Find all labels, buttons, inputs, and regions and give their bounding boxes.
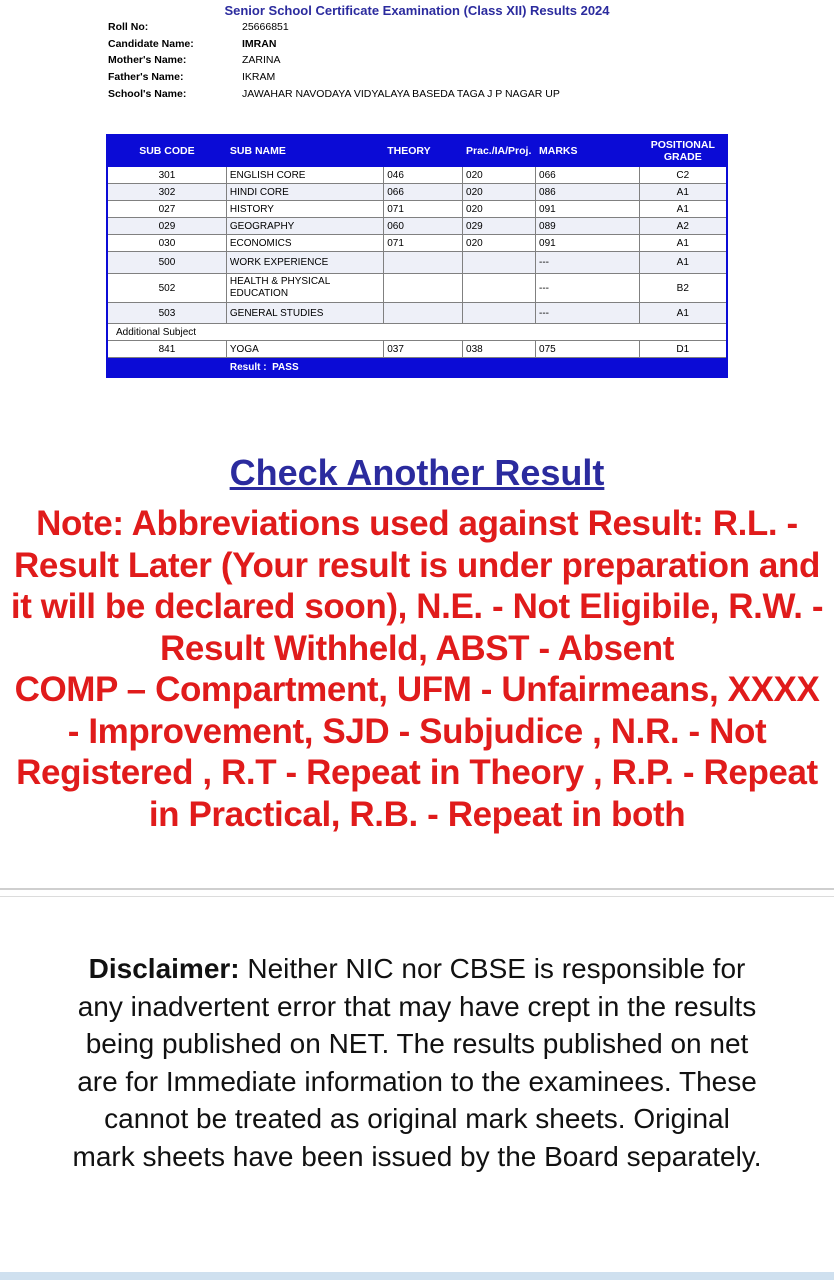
sub-code-cell: 500	[107, 252, 226, 274]
marks-cell: 086	[536, 184, 640, 201]
footer-bar	[0, 1272, 834, 1280]
grade-cell: A1	[639, 235, 727, 252]
note-line1: Note: Abbreviations used against Result: R.L. - Result Later (Your result is under preparation and it will be declared soon), N.E. - Not Eligibile, R.W. - Result Withheld, ABST - Absent	[10, 504, 824, 668]
check-another-result-link[interactable]: Check Another Result	[229, 452, 605, 493]
marks-cell: 066	[536, 167, 640, 184]
marks-cell: ---	[536, 274, 640, 303]
school-name-label: School's Name:	[108, 88, 187, 100]
disclaimer	[70, 950, 764, 1175]
prac-cell: 020	[463, 201, 536, 218]
header-sub-name: SUB NAME	[226, 135, 383, 167]
table-row	[107, 303, 727, 324]
candidate-name-label: Candidate Name:	[108, 38, 194, 50]
sub-name-cell: HINDI CORE	[226, 184, 383, 201]
abbreviations-note	[6, 503, 828, 835]
sub-name-cell: ENGLISH CORE	[226, 167, 383, 184]
result-label: Result :	[229, 361, 267, 373]
marks-cell: 091	[536, 235, 640, 252]
mother-name-value: ZARINA	[242, 54, 281, 66]
sub-code-cell: 503	[107, 303, 226, 324]
theory-cell: 037	[384, 341, 463, 358]
prac-cell: 020	[463, 167, 536, 184]
sub-code-cell: 029	[107, 218, 226, 235]
table-row	[107, 341, 727, 358]
divider	[0, 888, 834, 890]
marks-cell: ---	[536, 252, 640, 274]
candidate-name-value: IMRAN	[242, 38, 277, 50]
theory-cell: 060	[384, 218, 463, 235]
header-prac: Prac./IA/Proj.	[463, 135, 536, 167]
prac-cell	[463, 274, 536, 303]
grade-cell: D1	[639, 341, 727, 358]
prac-cell: 038	[463, 341, 536, 358]
theory-cell: 066	[384, 184, 463, 201]
prac-cell: 020	[463, 235, 536, 252]
theory-cell	[384, 274, 463, 303]
page-title: Senior School Certificate Examination (Class XII) Results 2024	[224, 3, 610, 18]
sub-name-line2: EDUCATION	[229, 288, 289, 299]
sub-name-line1: HEALTH & PHYSICAL	[229, 276, 331, 287]
grade-cell: A2	[639, 218, 727, 235]
header-sub-code: SUB CODE	[107, 135, 226, 167]
header-positional-grade	[639, 135, 727, 167]
father-name-label: Father's Name:	[108, 71, 184, 83]
header-grade-line1: POSITIONAL	[650, 139, 715, 151]
header-grade-line2: GRADE	[663, 151, 702, 163]
marks-cell: 075	[536, 341, 640, 358]
table-row	[107, 184, 727, 201]
sub-name-cell: YOGA	[226, 341, 383, 358]
roll-no-value: 25666851	[242, 21, 289, 33]
mother-name-label: Mother's Name:	[108, 54, 187, 66]
table-header-row	[107, 135, 727, 167]
table-row	[107, 201, 727, 218]
grade-cell: A1	[639, 184, 727, 201]
results-table	[106, 134, 728, 378]
result-cell	[226, 358, 727, 378]
grade-cell: B2	[639, 274, 727, 303]
header-marks: MARKS	[536, 135, 640, 167]
prac-cell: 029	[463, 218, 536, 235]
grade-cell: A1	[639, 201, 727, 218]
table-row	[107, 274, 727, 303]
school-name-value: JAWAHAR NAVODAYA VIDYALAYA BASEDA TAGA J P NAGAR UP	[242, 88, 560, 100]
sub-name-cell: HISTORY	[226, 201, 383, 218]
result-spacer	[107, 358, 226, 378]
sub-code-cell: 030	[107, 235, 226, 252]
marks-cell: 091	[536, 201, 640, 218]
additional-subject-label: Additional Subject	[107, 324, 727, 341]
sub-code-cell: 302	[107, 184, 226, 201]
note-line2: COMP – Compartment, UFM - Unfairmeans, XXXX - Improvement, SJD - Subjudice , N.R. - Not Registered , R.T - Repeat in Theory , R.P. - Repeat in Practical, R.B. - Repeat in both	[14, 670, 820, 834]
sub-code-cell: 841	[107, 341, 226, 358]
additional-subject-row	[107, 324, 727, 341]
disclaimer-label: Disclaimer:	[88, 953, 240, 984]
sub-name-cell: ECONOMICS	[226, 235, 383, 252]
table-row	[107, 167, 727, 184]
grade-cell: A1	[639, 303, 727, 324]
theory-cell: 046	[384, 167, 463, 184]
divider	[0, 896, 834, 897]
sub-name-cell: WORK EXPERIENCE	[226, 252, 383, 274]
header-theory: THEORY	[384, 135, 463, 167]
result-row	[107, 358, 727, 378]
table-row	[107, 252, 727, 274]
grade-cell: A1	[639, 252, 727, 274]
result-value: PASS	[272, 361, 299, 373]
table-row	[107, 218, 727, 235]
sub-name-cell	[226, 274, 383, 303]
father-name-value: IKRAM	[242, 71, 276, 83]
theory-cell: 071	[384, 201, 463, 218]
marks-cell: ---	[536, 303, 640, 324]
table-row	[107, 235, 727, 252]
theory-cell	[384, 252, 463, 274]
sub-name-cell: GEOGRAPHY	[226, 218, 383, 235]
disclaimer-text: Neither NIC nor CBSE is responsible for any inadvertent error that may have crept in the results being published on NET. The results published on net are for Immediate information to the examinees. These cannot be treated as original mark sheets. Original mark sheets have been issued by the Board separately.	[72, 953, 762, 1172]
theory-cell: 071	[384, 235, 463, 252]
marks-cell: 089	[536, 218, 640, 235]
theory-cell	[384, 303, 463, 324]
grade-cell: C2	[639, 167, 727, 184]
sub-name-cell: GENERAL STUDIES	[226, 303, 383, 324]
prac-cell	[463, 252, 536, 274]
prac-cell: 020	[463, 184, 536, 201]
sub-code-cell: 502	[107, 274, 226, 303]
prac-cell	[463, 303, 536, 324]
sub-code-cell: 027	[107, 201, 226, 218]
sub-code-cell: 301	[107, 167, 226, 184]
roll-no-label: Roll No:	[108, 21, 149, 33]
